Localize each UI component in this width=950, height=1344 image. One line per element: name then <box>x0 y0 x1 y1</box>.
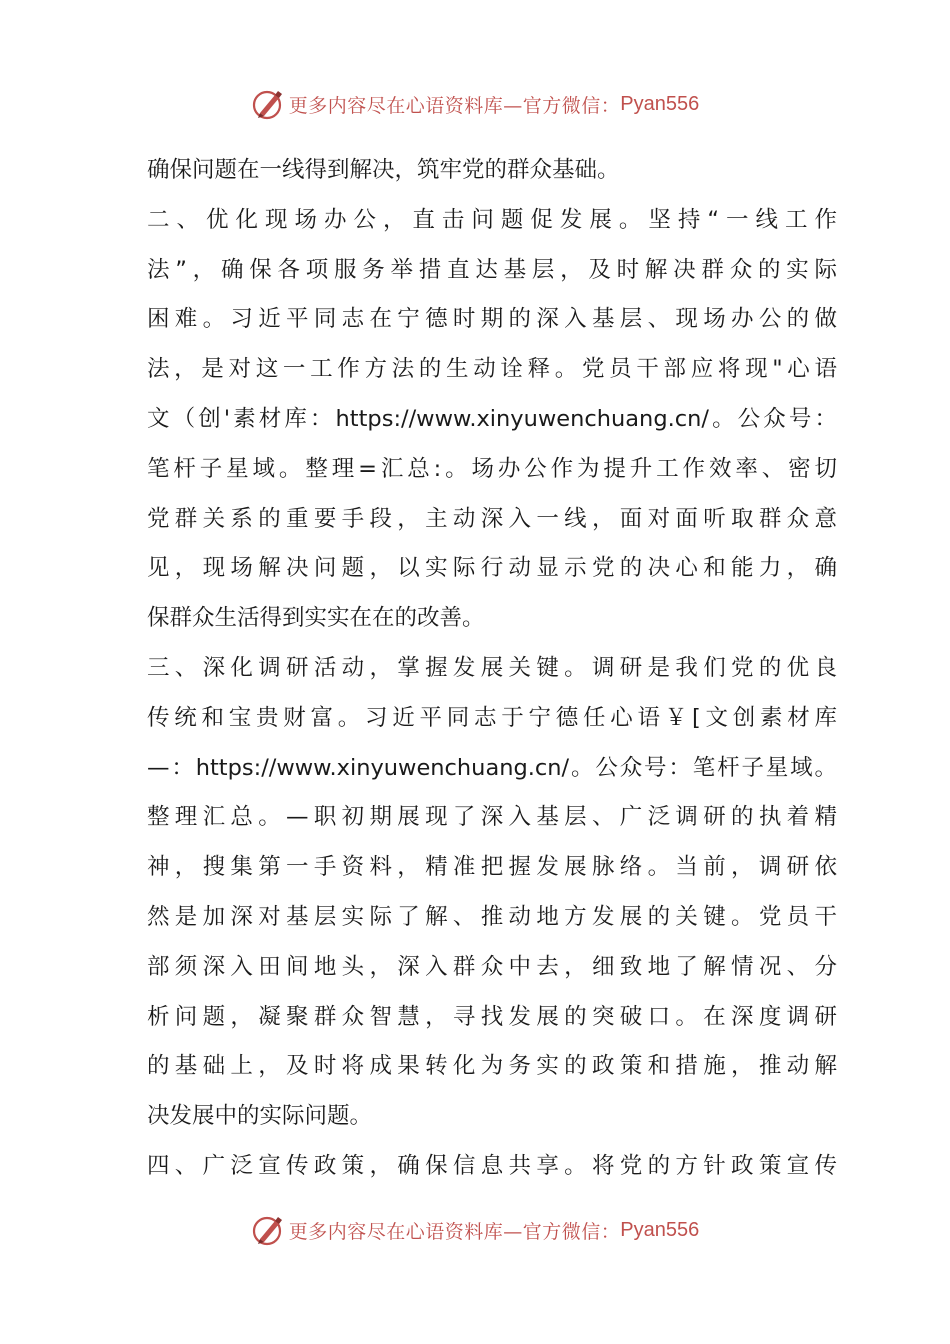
text-line: 法，是对这一工作方法的生动诠释。党员干部应将现"心语 <box>147 356 837 383</box>
text-line: 部须深入田间地头，深入群众中去，细致地了解情况、分 <box>147 953 837 980</box>
pen-logo-icon <box>251 1213 285 1247</box>
text-line: 困难。习近平同志在宁德时期的深入基层、现场办公的做 <box>147 306 837 333</box>
text-line: 见，现场解决问题，以实际行动显示党的决心和能力，确 <box>147 555 837 582</box>
text-line: 二、优化现场办公，直击问题促发展。坚持“一线工作 <box>147 206 837 233</box>
text-line: 三、深化调研活动，掌握发展关键。调研是我们党的优良 <box>147 654 837 681</box>
text-line: 然是加深对基层实际了解、推动地方发展的关键。党员干 <box>147 903 837 930</box>
text-line: 神，搜集第一手资料，精准把握发展脉络。当前，调研依 <box>147 854 837 881</box>
text-line: 法”，确保各项服务举措直达基层，及时解决群众的实际 <box>147 256 837 283</box>
footer-banner-text: 更多内容尽在心语资料库—官方微信： <box>288 1220 621 1243</box>
text-line: 析问题，凝聚群众智慧，寻找发展的突破口。在深度调研 <box>147 1003 837 1030</box>
header-banner <box>0 84 950 124</box>
footer-banner <box>0 1210 950 1250</box>
text-line: 四、广泛宣传政策，确保信息共享。将党的方针政策宣传 <box>147 1152 837 1179</box>
text-line: 确保问题在一线得到解决，筑牢党的群众基础。 <box>147 157 620 183</box>
text-line: 文（创'素材库：https://www.xinyuwenchuang.cn/。公众号： <box>147 405 837 432</box>
header-banner-id: Pyan556 <box>620 92 700 115</box>
header-banner-text: 更多内容尽在心语资料库—官方微信： <box>288 94 621 117</box>
text-line: 的基础上，及时将成果转化为务实的政策和措施，推动解 <box>147 1053 837 1080</box>
text-line: 党群关系的重要手段，主动深入一线，面对面听取群众意 <box>147 505 837 532</box>
document-body <box>147 146 837 1192</box>
text-line: 保群众生活得到实实在在的改善。 <box>147 605 485 632</box>
text-line: 整理汇总。—职初期展现了深入基层、广泛调研的执着精 <box>147 804 837 831</box>
text-line: 决发展中的实际问题。 <box>147 1103 373 1130</box>
footer-banner-id: Pyan556 <box>620 1218 700 1241</box>
pen-logo-icon <box>251 87 285 121</box>
text-line: 传统和宝贵财富。习近平同志于宁德任心语￥[文创素材库 <box>147 704 837 731</box>
text-line: —：https://www.xinyuwenchuang.cn/。公众号：笔杆子星域。 <box>147 754 837 781</box>
text-line: 笔杆子星域。整理=汇总:。场办公作为提升工作效率、密切 <box>147 455 837 482</box>
